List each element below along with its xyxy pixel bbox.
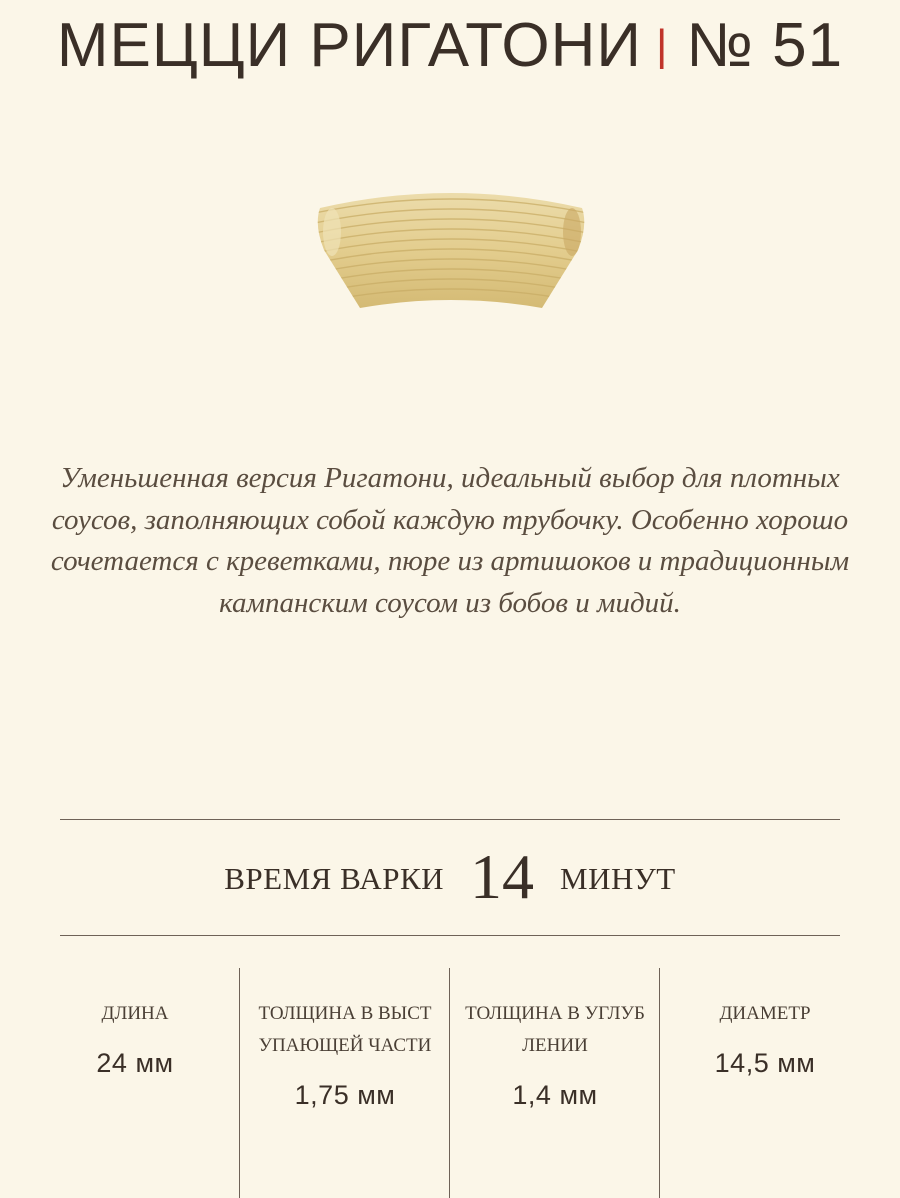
spec-value: 1,4 мм xyxy=(512,1080,598,1110)
spec-value: 1,75 мм xyxy=(294,1080,396,1110)
title-separator: | xyxy=(655,21,669,70)
divider-top xyxy=(60,819,840,820)
spec-label: ДИАМЕТР xyxy=(719,1003,811,1024)
spec-value: 14,5 мм xyxy=(714,1048,816,1078)
product-name: МЕЦЦИ РИГАТОНИ xyxy=(56,11,642,80)
page-title xyxy=(0,10,900,81)
specs-table xyxy=(30,968,870,1198)
spec-length xyxy=(30,968,240,1198)
cooking-time-unit: МИНУТ xyxy=(560,861,676,896)
spec-value: 24 мм xyxy=(96,1048,174,1078)
spec-thickness-ridge xyxy=(240,968,450,1198)
product-description: Уменьшенная версия Ригатони, идеальный выбор для плотных соусов, заполняющих собой каждую трубочку. Особенно хорошо сочетается с креветками, пюре из артишоков и традиционным кампанским соусом из бобов и мидий. xyxy=(50,462,850,619)
spec-thickness-groove xyxy=(450,968,660,1198)
spec-label: ТОЛЩИНА В ВЫСТУПАЮЩЕЙ ЧАСТИ xyxy=(258,1003,432,1056)
product-number: № 51 xyxy=(686,11,844,80)
spec-diameter xyxy=(660,968,870,1198)
cooking-time-label: ВРЕМЯ ВАРКИ xyxy=(224,861,445,896)
mezzi-rigatoni-pasta-icon xyxy=(310,180,592,320)
cooking-time xyxy=(0,836,900,922)
divider-bottom xyxy=(60,935,840,936)
spec-label: ТОЛЩИНА В УГЛУБЛЕНИИ xyxy=(465,1003,645,1056)
cooking-time-value: 14 xyxy=(470,841,535,912)
spec-label: ДЛИНА xyxy=(101,1003,169,1024)
